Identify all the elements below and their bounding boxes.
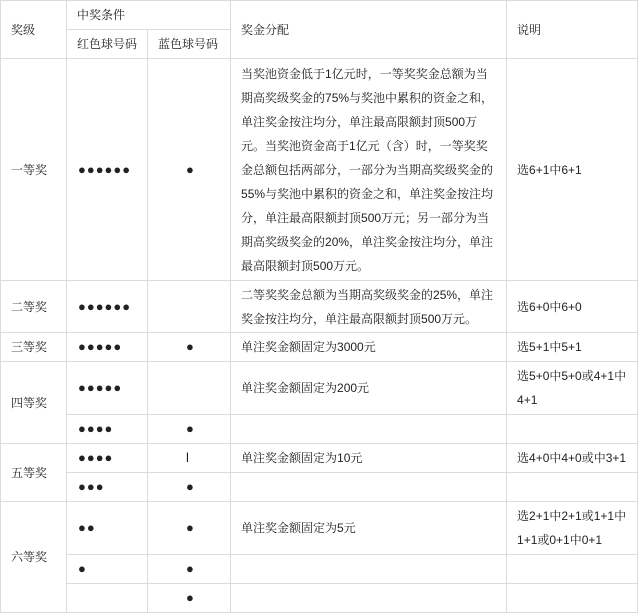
header-note: 说明 [507,1,638,59]
prize-level: 六等奖 [1,502,67,613]
prize-note: 选6+1中6+1 [507,59,638,281]
red-ball-pattern: ●●●● [67,415,148,444]
red-ball-pattern: ● [67,555,148,584]
table-row [1,281,638,333]
blue-ball-pattern: ● [148,333,231,362]
prize-allocation: 单注奖金额固定为3000元 [231,333,507,362]
prize-allocation: 单注奖金额固定为200元 [231,362,507,415]
prize-note: 选5+1中5+1 [507,333,638,362]
header-allocation: 奖金分配 [231,1,507,59]
blue-ball-pattern: ● [148,473,231,502]
header-level: 奖级 [1,1,67,59]
header-red-ball: 红色球号码 [67,30,148,59]
prize-note: 选5+0中5+0或4+1中4+1 [507,362,638,415]
table-row [1,362,638,415]
prize-level: 二等奖 [1,281,67,333]
prize-allocation: 二等奖奖金总额为当期高奖级奖金的25%，单注奖金按注均分，单注最高限额封顶500万元。 [231,281,507,333]
red-ball-pattern: ●●● [67,473,148,502]
prize-level: 一等奖 [1,59,67,281]
prize-level: 五等奖 [1,444,67,502]
header-blue-ball: 蓝色球号码 [148,30,231,59]
red-ball-pattern: ●●●● [67,444,148,473]
table-row [1,502,638,555]
empty-cell [231,584,507,613]
blue-ball-pattern: ● [148,415,231,444]
prize-allocation: 当奖池资金低于1亿元时，一等奖奖金总额为当期高奖级奖金的75%与奖池中累积的资金之和，单注奖金按注均分，单注最高限额封顶500万元。当奖池资金高于1亿元（含）时，一等奖奖金总额包括两部分，一部分为当期高奖级奖金的55%与奖池中累积的资金之和，单注奖金按注均分，单注最高限额封顶500万元；另一部分为当期高奖级奖金的20%，单注奖金按注均分，单注最高限额封顶500万元。 [231,59,507,281]
prize-note: 选6+0中6+0 [507,281,638,333]
red-ball-pattern: ●● [67,502,148,555]
empty-cell [507,584,638,613]
blue-ball-pattern: ● [148,502,231,555]
red-ball-pattern: ●●●●●● [67,281,148,333]
blue-ball-pattern: ● [148,59,231,281]
prize-note: 选2+1中2+1或1+1中1+1或0+1中0+1 [507,502,638,555]
table-row [1,584,638,613]
blue-ball-pattern: ● [148,555,231,584]
blue-ball-pattern: l [148,444,231,473]
prize-allocation: 单注奖金额固定为10元 [231,444,507,473]
header-condition: 中奖条件 [67,1,231,30]
red-ball-pattern [67,584,148,613]
red-ball-pattern: ●●●●● [67,333,148,362]
table-row [1,473,638,502]
empty-cell [231,473,507,502]
table-row [1,555,638,584]
red-ball-pattern: ●●●●● [67,362,148,415]
blue-ball-pattern [148,281,231,333]
empty-cell [231,555,507,584]
table-row [1,415,638,444]
prize-level: 四等奖 [1,362,67,444]
red-ball-pattern: ●●●●●● [67,59,148,281]
empty-cell [507,415,638,444]
prize-allocation: 单注奖金额固定为5元 [231,502,507,555]
empty-cell [231,415,507,444]
table-row [1,333,638,362]
blue-ball-pattern [148,362,231,415]
prize-note: 选4+0中4+0或中3+1 [507,444,638,473]
blue-ball-pattern: ● [148,584,231,613]
prize-level: 三等奖 [1,333,67,362]
table-row [1,59,638,281]
table-row [1,444,638,473]
empty-cell [507,473,638,502]
empty-cell [507,555,638,584]
